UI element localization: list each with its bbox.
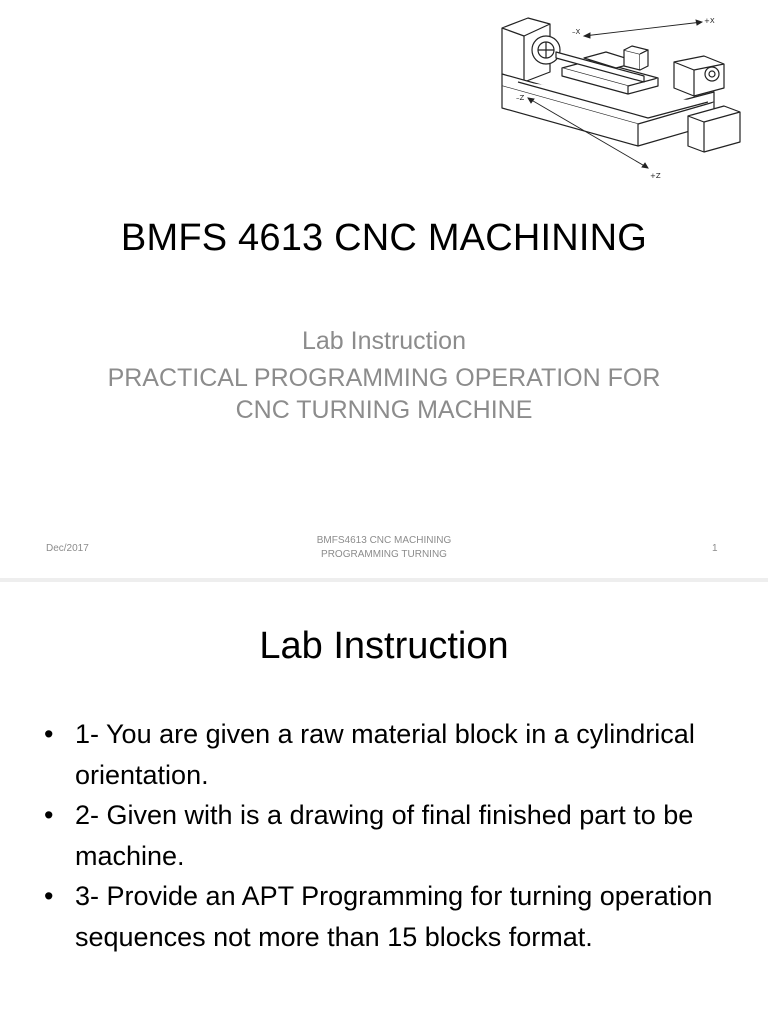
axis-label-plus-z: +Z: [650, 172, 661, 180]
content-slide: [0, 582, 768, 1024]
footer-course-line-2: PROGRAMMING TURNING: [321, 549, 447, 560]
bullet-text: 2- Given with is a drawing of final finished part to be machine.: [75, 800, 694, 871]
slide-title: Lab Instruction: [259, 625, 509, 667]
subtitle-lab-instruction: Lab Instruction: [302, 327, 466, 355]
bullet-text: 1- You are given a raw material block in a cylindrical orientation.: [75, 719, 695, 790]
subtitle-practical-programming: PRACTICAL PROGRAMMING OPERATION FOR CNC TURNING MACHINE: [107, 364, 661, 424]
slide-subtitle: [80, 326, 688, 426]
footer-date: Dec/2017: [46, 543, 89, 554]
axis-label-minus-z: –Z: [516, 94, 525, 102]
axis-label-plus-x: +X: [704, 17, 715, 25]
footer-course: [234, 534, 534, 562]
bullet-glyph: •: [44, 719, 54, 749]
footer-course-line-1: BMFS4613 CNC MACHINING: [316, 535, 452, 546]
bullet-list: [40, 714, 740, 957]
list-item: [40, 795, 740, 876]
axis-label-minus-x: –X: [572, 28, 581, 36]
cnc-lathe-illustration-icon: [488, 12, 752, 184]
bullet-glyph: •: [44, 800, 54, 830]
bullet-text: 3- Provide an APT Programming for turning operation sequences not more than 15 blocks format.: [75, 881, 713, 952]
footer-page-number: 1: [712, 543, 718, 554]
list-item: [40, 876, 740, 957]
slide-title: BMFS 4613 CNC MACHINING: [120, 217, 648, 259]
bullet-glyph: •: [44, 881, 54, 911]
list-item: [40, 714, 740, 795]
